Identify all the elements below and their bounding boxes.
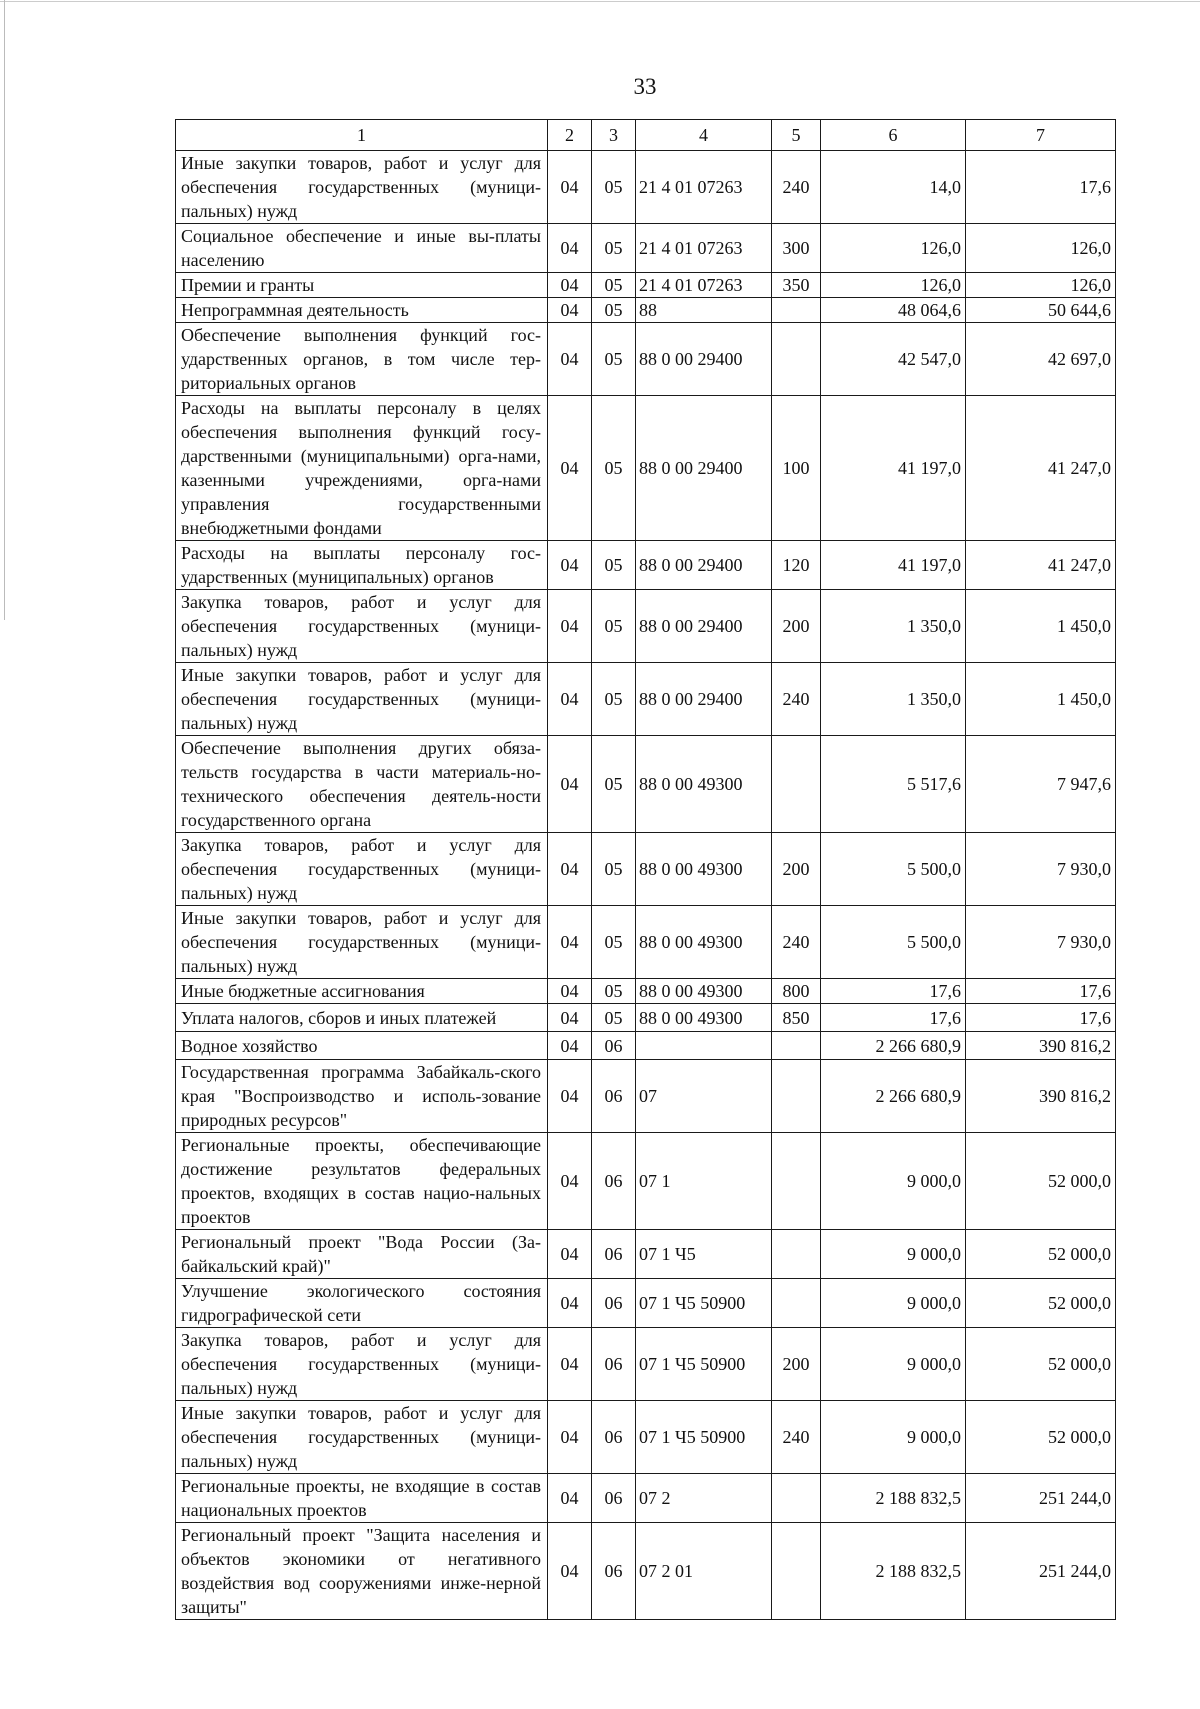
cell-section: 04 (548, 224, 592, 273)
cell-expense-type (772, 1279, 821, 1328)
cell-expense-type (772, 1133, 821, 1230)
table-row (176, 736, 1116, 833)
col-header-2: 2 (548, 120, 592, 151)
table-row (176, 590, 1116, 663)
table-row (176, 833, 1116, 906)
cell-section: 04 (548, 833, 592, 906)
cell-section: 04 (548, 298, 592, 323)
cell-name: Иные закупки товаров, работ и услуг для обеспечения государственных (муници-пальных) нужд (176, 663, 548, 736)
cell-section: 04 (548, 1060, 592, 1133)
cell-subsection: 05 (592, 323, 636, 396)
cell-amount-year2: 390 816,2 (966, 1060, 1116, 1133)
cell-subsection: 05 (592, 736, 636, 833)
cell-amount-year2: 7 930,0 (966, 906, 1116, 979)
table-row (176, 1523, 1116, 1620)
cell-target-code: 21 4 01 07263 (636, 224, 772, 273)
cell-target-code: 07 1 Ч5 50900 (636, 1279, 772, 1328)
cell-name: Улучшение экологического состояния гидрографической сети (176, 1279, 548, 1328)
cell-section: 04 (548, 273, 592, 298)
cell-expense-type: 100 (772, 396, 821, 541)
cell-expense-type: 800 (772, 979, 821, 1004)
cell-subsection: 06 (592, 1401, 636, 1474)
cell-amount-year1: 9 000,0 (821, 1230, 966, 1279)
cell-amount-year1: 17,6 (821, 979, 966, 1004)
table-row (176, 1474, 1116, 1523)
col-header-1: 1 (176, 120, 548, 151)
cell-expense-type: 200 (772, 833, 821, 906)
cell-subsection: 05 (592, 273, 636, 298)
cell-subsection: 06 (592, 1133, 636, 1230)
cell-target-code: 07 1 (636, 1133, 772, 1230)
cell-amount-year2: 1 450,0 (966, 590, 1116, 663)
cell-name: Иные закупки товаров, работ и услуг для обеспечения государственных (муници-пальных) нужд (176, 906, 548, 979)
cell-amount-year1: 42 547,0 (821, 323, 966, 396)
cell-amount-year1: 2 266 680,9 (821, 1032, 966, 1060)
cell-expense-type: 120 (772, 541, 821, 590)
cell-amount-year1: 2 188 832,5 (821, 1474, 966, 1523)
cell-section: 04 (548, 979, 592, 1004)
cell-name: Закупка товаров, работ и услуг для обеспечения государственных (муници-пальных) нужд (176, 833, 548, 906)
cell-name: Обеспечение выполнения функций гос-ударственных органов, в том числе тер-риториальных органов (176, 323, 548, 396)
cell-section: 04 (548, 1032, 592, 1060)
cell-name: Премии и гранты (176, 273, 548, 298)
table-row (176, 1328, 1116, 1401)
cell-section: 04 (548, 906, 592, 979)
cell-amount-year1: 9 000,0 (821, 1279, 966, 1328)
cell-name: Расходы на выплаты персоналу гос-ударственных (муниципальных) органов (176, 541, 548, 590)
cell-expense-type (772, 1230, 821, 1279)
cell-target-code: 88 0 00 29400 (636, 663, 772, 736)
cell-name: Расходы на выплаты персоналу в целях обеспечения выполнения функций госу-дарственными (муниципальными) орга-нами, казенными учреждениями, орга-нами управления государственными внебюджетными фондами (176, 396, 548, 541)
col-header-6: 6 (821, 120, 966, 151)
cell-target-code: 07 2 01 (636, 1523, 772, 1620)
table-row (176, 298, 1116, 323)
cell-expense-type (772, 1523, 821, 1620)
cell-target-code: 07 (636, 1060, 772, 1133)
table-row (176, 1004, 1116, 1032)
cell-section: 04 (548, 1133, 592, 1230)
cell-expense-type (772, 1060, 821, 1133)
cell-amount-year2: 41 247,0 (966, 396, 1116, 541)
cell-target-code: 88 (636, 298, 772, 323)
cell-expense-type: 200 (772, 590, 821, 663)
cell-subsection: 06 (592, 1328, 636, 1401)
cell-expense-type (772, 736, 821, 833)
cell-target-code: 88 0 00 29400 (636, 590, 772, 663)
cell-target-code: 07 1 Ч5 50900 (636, 1328, 772, 1401)
cell-amount-year2: 52 000,0 (966, 1328, 1116, 1401)
cell-target-code (636, 1032, 772, 1060)
cell-expense-type (772, 323, 821, 396)
cell-target-code: 88 0 00 29400 (636, 323, 772, 396)
cell-subsection: 05 (592, 298, 636, 323)
cell-amount-year2: 42 697,0 (966, 323, 1116, 396)
cell-subsection: 05 (592, 590, 636, 663)
cell-subsection: 05 (592, 1004, 636, 1032)
cell-subsection: 06 (592, 1474, 636, 1523)
cell-amount-year1: 2 266 680,9 (821, 1060, 966, 1133)
cell-subsection: 05 (592, 663, 636, 736)
cell-amount-year1: 1 350,0 (821, 663, 966, 736)
cell-amount-year2: 17,6 (966, 1004, 1116, 1032)
table-row (176, 979, 1116, 1004)
cell-expense-type: 350 (772, 273, 821, 298)
cell-amount-year1: 41 197,0 (821, 396, 966, 541)
cell-name: Уплата налогов, сборов и иных платежей (176, 1004, 548, 1032)
col-header-3: 3 (592, 120, 636, 151)
cell-name: Иные закупки товаров, работ и услуг для обеспечения государственных (муници-пальных) нужд (176, 151, 548, 224)
cell-subsection: 05 (592, 396, 636, 541)
cell-name: Непрограммная деятельность (176, 298, 548, 323)
cell-subsection: 06 (592, 1523, 636, 1620)
cell-subsection: 05 (592, 151, 636, 224)
cell-amount-year2: 7 947,6 (966, 736, 1116, 833)
cell-target-code: 21 4 01 07263 (636, 273, 772, 298)
cell-expense-type: 300 (772, 224, 821, 273)
cell-amount-year2: 50 644,6 (966, 298, 1116, 323)
cell-amount-year2: 7 930,0 (966, 833, 1116, 906)
cell-name: Водное хозяйство (176, 1032, 548, 1060)
table-row (176, 273, 1116, 298)
cell-section: 04 (548, 1279, 592, 1328)
cell-amount-year1: 9 000,0 (821, 1328, 966, 1401)
cell-amount-year1: 9 000,0 (821, 1133, 966, 1230)
col-header-7: 7 (966, 120, 1116, 151)
cell-name: Государственная программа Забайкаль-ского края "Воспроизводство и исполь-зование природных ресурсов" (176, 1060, 548, 1133)
cell-target-code: 88 0 00 49300 (636, 906, 772, 979)
table-row (176, 541, 1116, 590)
cell-name: Социальное обеспечение и иные вы-платы населению (176, 224, 548, 273)
cell-target-code: 88 0 00 49300 (636, 979, 772, 1004)
cell-amount-year2: 17,6 (966, 979, 1116, 1004)
header-row (176, 120, 1116, 151)
cell-target-code: 88 0 00 49300 (636, 1004, 772, 1032)
cell-amount-year2: 52 000,0 (966, 1230, 1116, 1279)
cell-expense-type: 240 (772, 151, 821, 224)
table-row (176, 1279, 1116, 1328)
cell-section: 04 (548, 1004, 592, 1032)
cell-subsection: 06 (592, 1279, 636, 1328)
cell-amount-year2: 251 244,0 (966, 1474, 1116, 1523)
cell-section: 04 (548, 1523, 592, 1620)
table-row (176, 1401, 1116, 1474)
cell-amount-year1: 5 500,0 (821, 906, 966, 979)
cell-name: Закупка товаров, работ и услуг для обеспечения государственных (муници-пальных) нужд (176, 1328, 548, 1401)
cell-name: Региональные проекты, обеспечивающие достижение результатов федеральных проектов, входящих в состав нацио-нальных проектов (176, 1133, 548, 1230)
cell-amount-year1: 5 517,6 (821, 736, 966, 833)
cell-subsection: 05 (592, 541, 636, 590)
cell-section: 04 (548, 323, 592, 396)
cell-amount-year2: 1 450,0 (966, 663, 1116, 736)
cell-amount-year2: 17,6 (966, 151, 1116, 224)
cell-expense-type (772, 1032, 821, 1060)
cell-subsection: 06 (592, 1230, 636, 1279)
cell-amount-year2: 52 000,0 (966, 1401, 1116, 1474)
cell-subsection: 06 (592, 1060, 636, 1133)
cell-subsection: 05 (592, 979, 636, 1004)
table-row (176, 663, 1116, 736)
cell-subsection: 05 (592, 906, 636, 979)
table-row (176, 1230, 1116, 1279)
cell-expense-type (772, 1474, 821, 1523)
cell-name: Региональные проекты, не входящие в состав национальных проектов (176, 1474, 548, 1523)
cell-amount-year1: 126,0 (821, 224, 966, 273)
cell-name: Региональный проект "Защита населения и объектов экономики от негативного воздействия вод сооружениями инже-нерной защиты" (176, 1523, 548, 1620)
cell-target-code: 88 0 00 49300 (636, 736, 772, 833)
cell-subsection: 05 (592, 833, 636, 906)
col-header-4: 4 (636, 120, 772, 151)
cell-expense-type: 850 (772, 1004, 821, 1032)
cell-section: 04 (548, 590, 592, 663)
cell-amount-year1: 5 500,0 (821, 833, 966, 906)
cell-target-code: 07 2 (636, 1474, 772, 1523)
col-header-5: 5 (772, 120, 821, 151)
page-number: 33 (633, 74, 657, 99)
cell-section: 04 (548, 1230, 592, 1279)
cell-section: 04 (548, 663, 592, 736)
cell-amount-year1: 2 188 832,5 (821, 1523, 966, 1620)
table-row (176, 1032, 1116, 1060)
cell-name: Иные закупки товаров, работ и услуг для обеспечения государственных (муници-пальных) нужд (176, 1401, 548, 1474)
table-row (176, 224, 1116, 273)
cell-amount-year2: 390 816,2 (966, 1032, 1116, 1060)
cell-amount-year1: 126,0 (821, 273, 966, 298)
cell-expense-type: 240 (772, 1401, 821, 1474)
cell-amount-year1: 17,6 (821, 1004, 966, 1032)
cell-target-code: 07 1 Ч5 50900 (636, 1401, 772, 1474)
cell-amount-year1: 41 197,0 (821, 541, 966, 590)
cell-section: 04 (548, 396, 592, 541)
cell-amount-year2: 126,0 (966, 273, 1116, 298)
cell-target-code: 21 4 01 07263 (636, 151, 772, 224)
table-row (176, 906, 1116, 979)
cell-target-code: 88 0 00 29400 (636, 541, 772, 590)
cell-amount-year2: 52 000,0 (966, 1279, 1116, 1328)
cell-amount-year1: 14,0 (821, 151, 966, 224)
cell-amount-year1: 1 350,0 (821, 590, 966, 663)
cell-name: Региональный проект "Вода России (За-байкальский край)" (176, 1230, 548, 1279)
cell-section: 04 (548, 1401, 592, 1474)
cell-section: 04 (548, 151, 592, 224)
cell-expense-type (772, 298, 821, 323)
cell-subsection: 05 (592, 224, 636, 273)
cell-name: Иные бюджетные ассигнования (176, 979, 548, 1004)
cell-amount-year2: 41 247,0 (966, 541, 1116, 590)
cell-name: Закупка товаров, работ и услуг для обеспечения государственных (муници-пальных) нужд (176, 590, 548, 663)
cell-target-code: 07 1 Ч5 (636, 1230, 772, 1279)
cell-section: 04 (548, 736, 592, 833)
table-body (176, 151, 1116, 1620)
table-row (176, 151, 1116, 224)
budget-table (175, 119, 1116, 1620)
cell-amount-year1: 48 064,6 (821, 298, 966, 323)
table-row (176, 323, 1116, 396)
cell-amount-year2: 126,0 (966, 224, 1116, 273)
cell-target-code: 88 0 00 49300 (636, 833, 772, 906)
cell-subsection: 06 (592, 1032, 636, 1060)
cell-name: Обеспечение выполнения других обяза-тельств государства в части материаль-но-технического обеспечения деятель-ности государственного органа (176, 736, 548, 833)
table-row (176, 396, 1116, 541)
cell-amount-year1: 9 000,0 (821, 1401, 966, 1474)
table-row (176, 1060, 1116, 1133)
cell-target-code: 88 0 00 29400 (636, 396, 772, 541)
table-row (176, 1133, 1116, 1230)
scan-edge-top (0, 1, 1200, 2)
cell-section: 04 (548, 541, 592, 590)
cell-expense-type: 240 (772, 663, 821, 736)
cell-expense-type: 200 (772, 1328, 821, 1401)
cell-expense-type: 240 (772, 906, 821, 979)
cell-section: 04 (548, 1474, 592, 1523)
cell-amount-year2: 52 000,0 (966, 1133, 1116, 1230)
cell-section: 04 (548, 1328, 592, 1401)
cell-amount-year2: 251 244,0 (966, 1523, 1116, 1620)
